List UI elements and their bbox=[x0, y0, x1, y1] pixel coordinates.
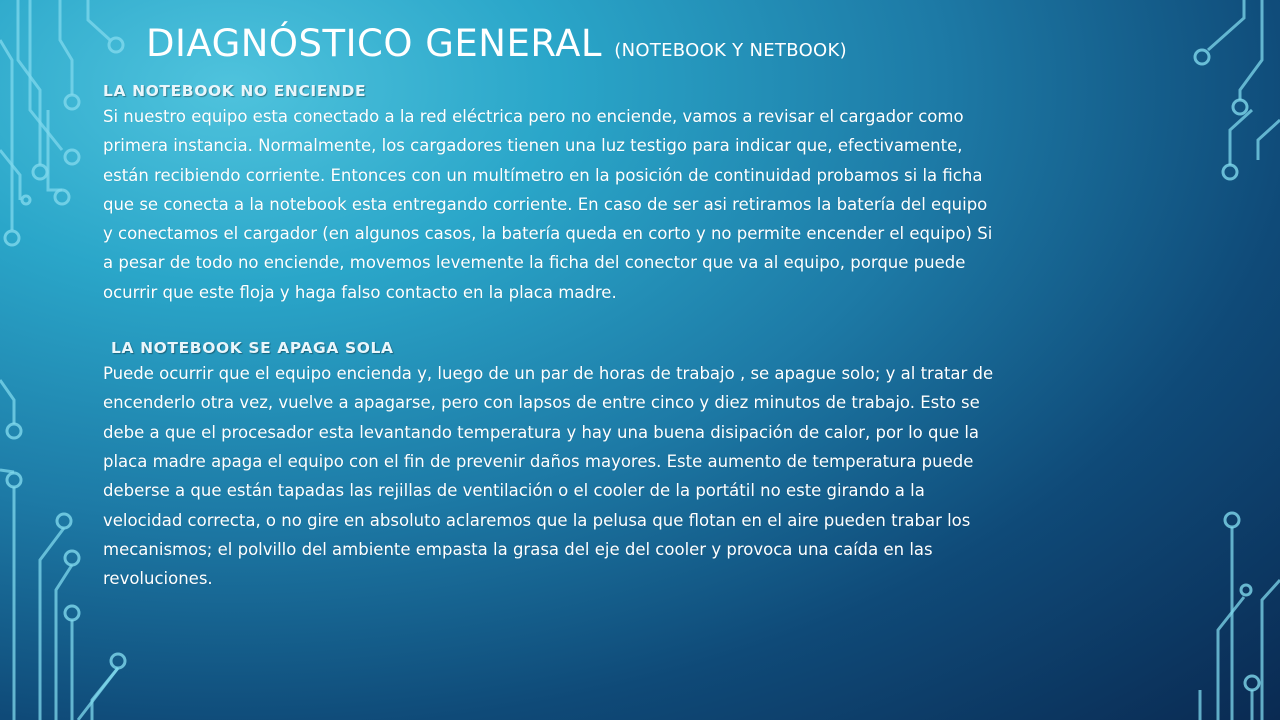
circuit-line bbox=[1262, 580, 1280, 720]
circuit-node bbox=[1195, 50, 1209, 64]
circuit-line bbox=[88, 0, 110, 40]
circuit-node bbox=[109, 38, 123, 52]
circuit-node bbox=[1233, 100, 1247, 114]
circuit-line bbox=[92, 668, 118, 720]
section-heading-no-enciende: LA NOTEBOOK NO ENCIENDE bbox=[103, 82, 367, 100]
circuit-line bbox=[0, 40, 12, 230]
slide-title-main: DIAGNÓSTICO GENERAL bbox=[146, 22, 602, 65]
slide-title-sub: (NOTEBOOK Y NETBOOK) bbox=[614, 40, 847, 61]
circuit-node bbox=[33, 165, 47, 179]
circuit-node bbox=[7, 473, 21, 487]
circuit-node bbox=[55, 190, 69, 204]
slide-title bbox=[146, 22, 847, 65]
circuit-node bbox=[5, 231, 19, 245]
circuit-node bbox=[7, 424, 21, 438]
circuit-line bbox=[78, 668, 118, 720]
circuit-line bbox=[0, 150, 20, 200]
circuit-node bbox=[65, 95, 79, 109]
circuit-node bbox=[65, 150, 79, 164]
section-body-se-apaga: Puede ocurrir que el equipo encienda y, luego de un par de horas de trabajo , se apague solo; y al tratar de encenderlo otra vez, vuelve a apagarse, pero con lapsos de entre cinco y diez minutos de trabajo. Esto se debe a que el procesador esta levantando temperatura y hay una buena disipación de calor, por lo que la placa madre apaga el equipo con el fin de prevenir daños mayores. Este aumento de temperatura puede deberse a que están tapadas las rejillas de ventilación o el cooler de la portátil no este girando a la velocidad correcta, o no gire en absoluto aclaremos que la pelusa que flotan en el aire pueden trabar los mecanismos; el polvillo del ambiente empasta la grasa del eje del cooler y provoca una caída en las revoluciones. bbox=[103, 364, 994, 589]
circuit-node bbox=[1245, 676, 1259, 690]
circuit-line bbox=[1230, 110, 1252, 165]
circuit-line bbox=[40, 528, 64, 720]
circuit-node bbox=[111, 654, 125, 668]
circuit-node bbox=[57, 514, 71, 528]
section-heading-se-apaga: LA NOTEBOOK SE APAGA SOLA bbox=[111, 339, 394, 358]
slide-content bbox=[103, 80, 998, 593]
circuit-line bbox=[1208, 0, 1244, 50]
circuit-node bbox=[1225, 513, 1239, 527]
circuit-node bbox=[22, 196, 30, 204]
section-body-no-enciende: Si nuestro equipo esta conectado a la red eléctrica pero no enciende, vamos a revisar el cargador como primera instancia. Normalmente, los cargadores tienen una luz testigo para indicar que, efectivamente, están recibiendo corriente. Entonces con un multímetro en la posición de continuidad probamos si la ficha que se conecta a la notebook esta entregando corriente. En caso de ser asi retiramos la batería del equipo y conectamos el cargador (en algunos casos, la batería queda en corto y no permite encender el equipo) Si a pesar de todo no enciende, movemos levemente la ficha del conector que va al equipo, porque puede ocurrir que este floja y haga falso contacto en la placa madre. bbox=[103, 107, 993, 302]
circuit-node bbox=[1241, 585, 1251, 595]
circuit-node bbox=[65, 551, 79, 565]
circuit-line bbox=[0, 380, 14, 424]
circuit-line bbox=[30, 0, 62, 150]
circuit-line bbox=[1258, 120, 1280, 160]
circuit-line bbox=[56, 565, 72, 720]
circuit-line bbox=[48, 110, 62, 190]
circuit-node bbox=[1223, 165, 1237, 179]
circuit-line bbox=[60, 0, 72, 95]
circuit-line bbox=[0, 470, 14, 472]
circuit-node bbox=[65, 606, 79, 620]
